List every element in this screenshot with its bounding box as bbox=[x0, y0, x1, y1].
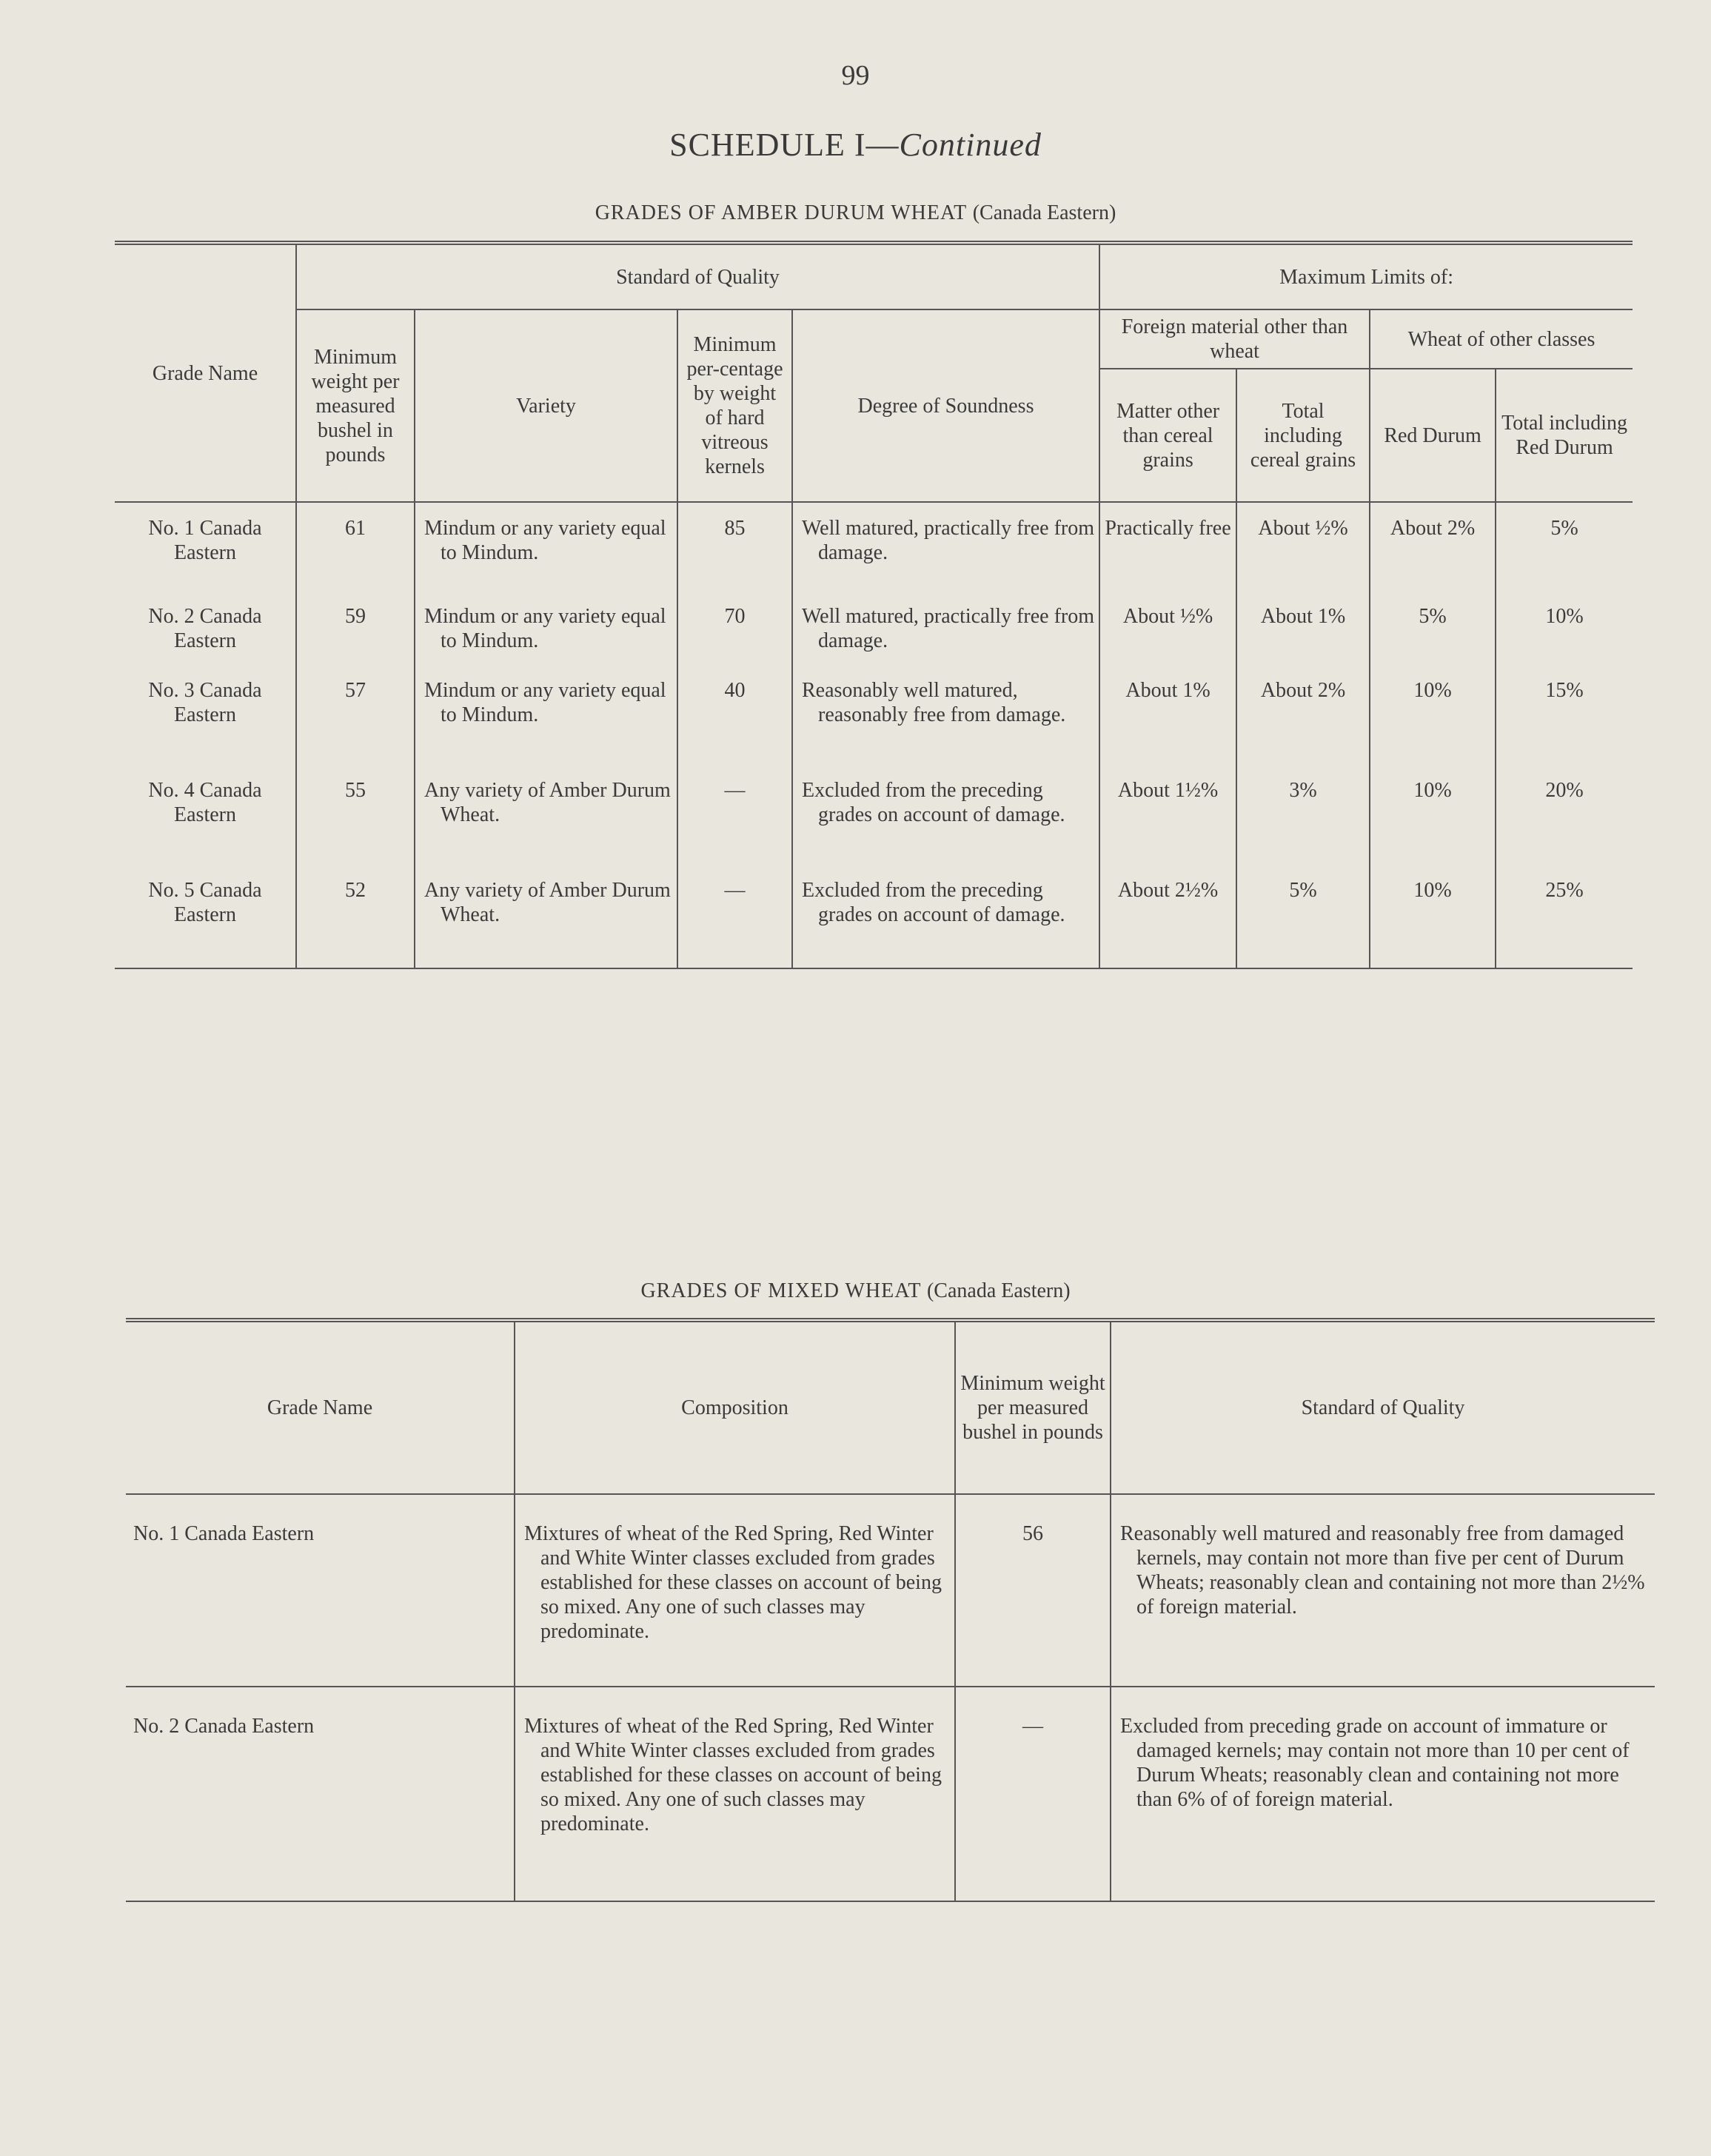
composition: Mixtures of wheat of the Red Spring, Red Winter and White Winter classes excluded from grades established for these classes on account of being so mixed. Any one of such classes may predominate. bbox=[515, 1687, 955, 1901]
min-weight: 55 bbox=[296, 765, 415, 865]
durum-header-min-percentage: Minimum per-centage by weight of hard vitreous kernels bbox=[677, 309, 792, 502]
min-percentage: — bbox=[677, 765, 792, 865]
min-percentage: 40 bbox=[677, 665, 792, 765]
min-weight: 59 bbox=[296, 591, 415, 665]
durum-header-matter-other: Matter other than cereal grains bbox=[1099, 369, 1236, 502]
total-cereal: 3% bbox=[1236, 765, 1370, 865]
grade-name: No. 1 Canada Eastern bbox=[115, 502, 296, 591]
grade-name: No. 1 Canada Eastern bbox=[126, 1494, 515, 1687]
min-weight: 56 bbox=[955, 1494, 1111, 1687]
page-number: 99 bbox=[841, 60, 870, 91]
grade-name: No. 3 Canada Eastern bbox=[115, 665, 296, 765]
red-durum: 10% bbox=[1370, 665, 1496, 765]
min-weight: — bbox=[955, 1687, 1111, 1901]
durum-header-degree-of-soundness: Degree of Soundness bbox=[792, 309, 1099, 502]
matter-other: About 1½% bbox=[1099, 765, 1236, 865]
grade-name: No. 5 Canada Eastern bbox=[115, 865, 296, 968]
degree-of-soundness: Well matured, practically free from damage. bbox=[792, 502, 1099, 591]
durum-header-standard-of-quality: Standard of Quality bbox=[296, 243, 1099, 309]
durum-table-title bbox=[0, 201, 1711, 225]
total-cereal: About 2% bbox=[1236, 665, 1370, 765]
durum-subtitle: (Canada Eastern) bbox=[972, 201, 1116, 224]
total-red-durum: 10% bbox=[1496, 591, 1633, 665]
composition: Mixtures of wheat of the Red Spring, Red Winter and White Winter classes excluded from grades established for these classes on account of being so mixed. Any one of such classes may predominate. bbox=[515, 1494, 955, 1687]
min-weight: 52 bbox=[296, 865, 415, 968]
durum-header-wheat-other-classes: Wheat of other classes bbox=[1370, 309, 1633, 369]
variety: Mindum or any variety equal to Mindum. bbox=[415, 502, 677, 591]
durum-header-maximum-limits: Maximum Limits of: bbox=[1099, 243, 1633, 309]
table-row bbox=[115, 591, 1633, 665]
durum-table-wrap bbox=[115, 241, 1633, 969]
grade-name: No. 4 Canada Eastern bbox=[115, 765, 296, 865]
durum-header-total-red-durum: Total including Red Durum bbox=[1496, 369, 1633, 502]
durum-header-grade-name: Grade Name bbox=[115, 243, 296, 502]
standard-of-quality: Reasonably well matured and reasonably free from damaged kernels, may contain not more than five per cent of Durum Wheats; reasonably clean and containing not more than 2½% of foreign material. bbox=[1111, 1494, 1655, 1687]
total-cereal: About ½% bbox=[1236, 502, 1370, 591]
mixed-table-wrap bbox=[126, 1318, 1655, 1902]
table-row bbox=[115, 502, 1633, 591]
total-red-durum: 15% bbox=[1496, 665, 1633, 765]
table-row bbox=[126, 1687, 1655, 1901]
mixed-title-text: GRADES OF MIXED WHEAT bbox=[640, 1279, 921, 1302]
total-red-durum: 25% bbox=[1496, 865, 1633, 968]
table-row bbox=[115, 765, 1633, 865]
degree-of-soundness: Excluded from the preceding grades on account of damage. bbox=[792, 865, 1099, 968]
durum-header-total-cereal: Total including cereal grains bbox=[1236, 369, 1370, 502]
variety: Mindum or any variety equal to Mindum. bbox=[415, 591, 677, 665]
min-percentage: — bbox=[677, 865, 792, 968]
durum-header-red-durum: Red Durum bbox=[1370, 369, 1496, 502]
degree-of-soundness: Reasonably well matured, reasonably free from damage. bbox=[792, 665, 1099, 765]
variety: Mindum or any variety equal to Mindum. bbox=[415, 665, 677, 765]
min-percentage: 85 bbox=[677, 502, 792, 591]
variety: Any variety of Amber Durum Wheat. bbox=[415, 765, 677, 865]
mixed-table-title bbox=[0, 1279, 1711, 1303]
grade-name: No. 2 Canada Eastern bbox=[126, 1687, 515, 1901]
min-weight: 57 bbox=[296, 665, 415, 765]
red-durum: 5% bbox=[1370, 591, 1496, 665]
matter-other: About 1% bbox=[1099, 665, 1236, 765]
variety: Any variety of Amber Durum Wheat. bbox=[415, 865, 677, 968]
mixed-table bbox=[126, 1318, 1655, 1902]
mixed-header-standard-of-quality: Standard of Quality bbox=[1111, 1320, 1655, 1494]
matter-other: Practically free bbox=[1099, 502, 1236, 591]
schedule-continued: Continued bbox=[899, 127, 1042, 163]
red-durum: About 2% bbox=[1370, 502, 1496, 591]
grade-name: No. 2 Canada Eastern bbox=[115, 591, 296, 665]
matter-other: About ½% bbox=[1099, 591, 1236, 665]
degree-of-soundness: Excluded from the preceding grades on account of damage. bbox=[792, 765, 1099, 865]
red-durum: 10% bbox=[1370, 865, 1496, 968]
mixed-header-composition: Composition bbox=[515, 1320, 955, 1494]
mixed-subtitle: (Canada Eastern) bbox=[926, 1279, 1071, 1302]
table-row bbox=[126, 1494, 1655, 1687]
total-cereal: About 1% bbox=[1236, 591, 1370, 665]
table-row bbox=[115, 865, 1633, 968]
durum-header-foreign-material: Foreign material other than wheat bbox=[1099, 309, 1370, 369]
total-cereal: 5% bbox=[1236, 865, 1370, 968]
total-red-durum: 5% bbox=[1496, 502, 1633, 591]
table-row bbox=[115, 665, 1633, 765]
mixed-header-grade-name: Grade Name bbox=[126, 1320, 515, 1494]
standard-of-quality: Excluded from preceding grade on account of immature or damaged kernels; may contain not more than 10 per cent of Durum Wheats; reasonably clean and containing not more than 6% of of foreign material. bbox=[1111, 1687, 1655, 1901]
schedule-title-text: SCHEDULE I— bbox=[669, 127, 900, 163]
red-durum: 10% bbox=[1370, 765, 1496, 865]
schedule-title bbox=[0, 126, 1711, 164]
durum-header-min-weight: Minimum weight per measured bushel in pounds bbox=[296, 309, 415, 502]
durum-table bbox=[115, 241, 1633, 969]
mixed-header-min-weight: Minimum weight per measured bushel in pounds bbox=[955, 1320, 1111, 1494]
min-weight: 61 bbox=[296, 502, 415, 591]
durum-header-variety: Variety bbox=[415, 309, 677, 502]
min-percentage: 70 bbox=[677, 591, 792, 665]
total-red-durum: 20% bbox=[1496, 765, 1633, 865]
degree-of-soundness: Well matured, practically free from damage. bbox=[792, 591, 1099, 665]
matter-other: About 2½% bbox=[1099, 865, 1236, 968]
durum-title-text: GRADES OF AMBER DURUM WHEAT bbox=[595, 201, 967, 224]
